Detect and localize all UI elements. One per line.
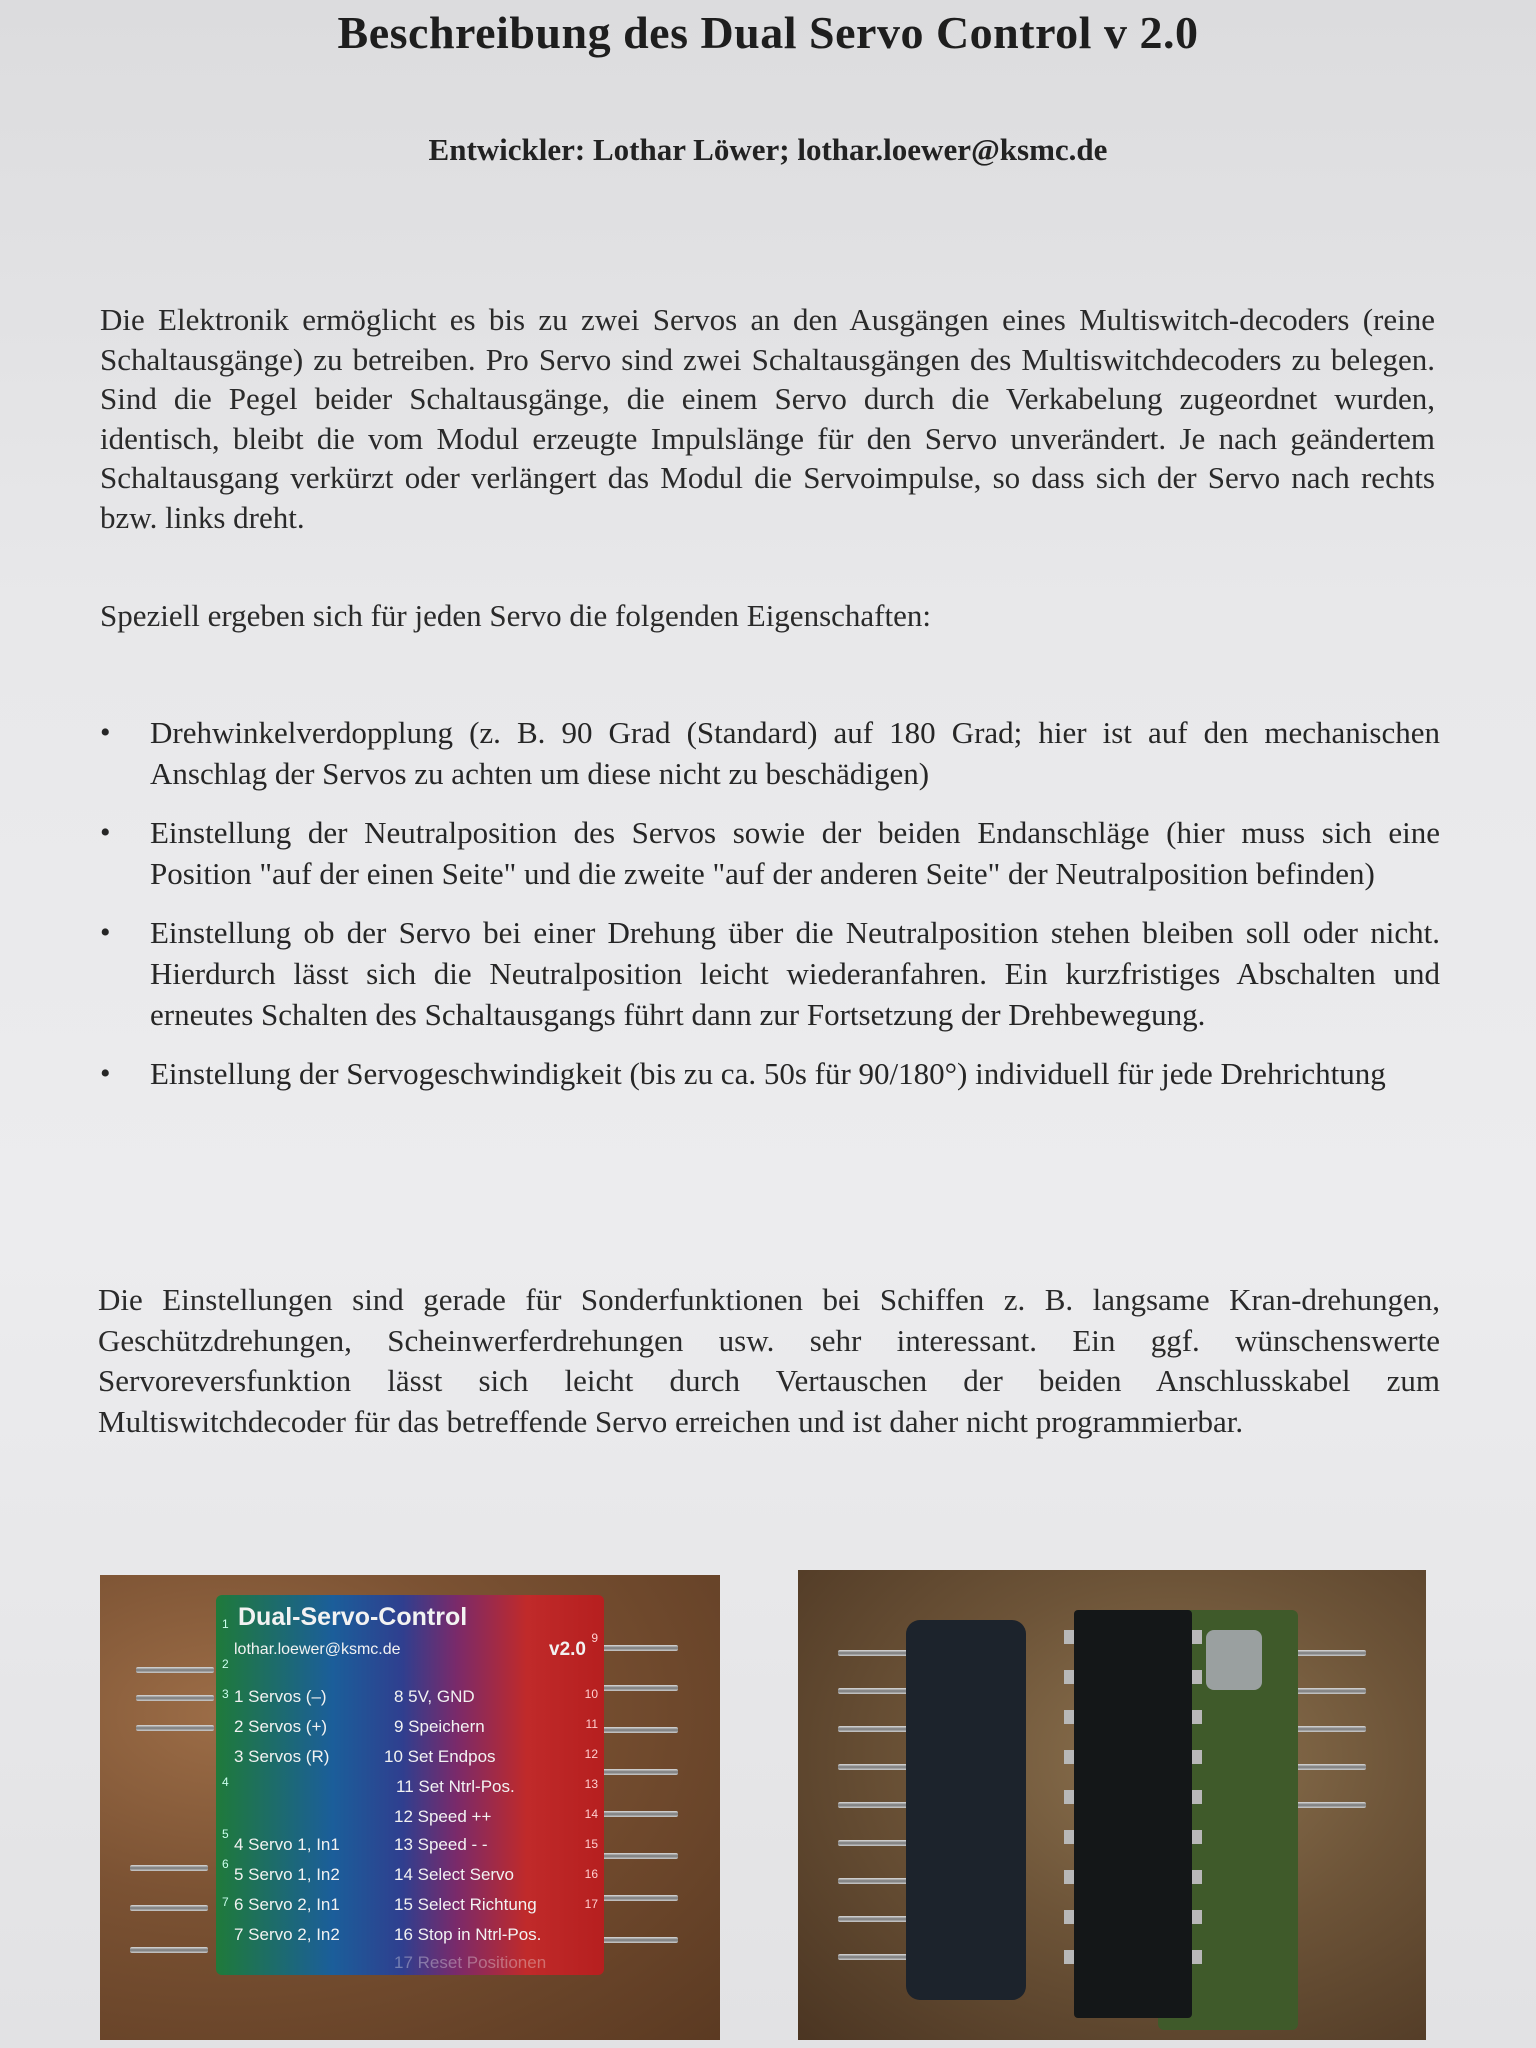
intro-paragraph: Die Elektronik ermöglicht es bis zu zwei Servos an den Ausgängen eines Multiswitch-decoders (reine Schaltausgänge) zu betreiben. Pro Servo sind zwei Schaltausgängen des Multiswitchdecoders zu belegen. Sind die Pegel beider Schaltausgänge, die einem Servo durch die Verkabelung zugeordnet wurden, identisch, bleibt die vom Modul erzeugte Impulslänge für den Servo unverändert. Je nach geändertem Schaltausgang verkürzt oder verlängert das Modul die Servoimpulse, so dass sich der Servo nach rechts bzw. links dreht.: [100, 302, 1435, 535]
pin-number: 9: [591, 1631, 598, 1645]
list-item: [100, 712, 1440, 794]
pin-number: 17: [584, 1897, 598, 1911]
pin-number: 14: [584, 1807, 598, 1821]
pin-label: 12 Speed ++: [394, 1807, 492, 1826]
pin-label: 11 Set Ntrl-Pos.: [396, 1777, 515, 1796]
list-item-text: Drehwinkelverdopplung (z. B. 90 Grad (Standard) auf 180 Grad; hier ist auf den mechanischen Anschlag der Servos zu achten um diese nicht zu beschädigen): [150, 715, 1440, 791]
pin-number: 4: [222, 1775, 229, 1789]
list-item-text: Einstellung der Servogeschwindigkeit (bis zu ca. 50s für 90/180°) individuell für jede Drehrichtung: [150, 1056, 1386, 1091]
pin-number: 2: [222, 1657, 229, 1671]
pin-number: 3: [222, 1687, 229, 1701]
pin-label: 2 Servos (+): [234, 1717, 328, 1736]
module-label-title: Dual-Servo-Control: [238, 1603, 468, 1631]
author-line: Entwickler: Lothar Löwer; lothar.loewer@ksmc.de: [428, 132, 1108, 167]
pin-label: 3 Servos (R): [234, 1747, 330, 1766]
pin-label: 13 Speed - -: [394, 1835, 488, 1854]
module-label-photo: [100, 1575, 720, 2040]
pin-label: 17 Reset Positionen: [394, 1953, 547, 1972]
pin-number: 11: [585, 1717, 598, 1731]
pin-number: 13: [584, 1777, 598, 1791]
pin-number: 5: [222, 1827, 229, 1841]
pin-number: 6: [222, 1857, 229, 1871]
pin-label: 6 Servo 2, In1: [234, 1895, 340, 1914]
feature-list: [100, 712, 1440, 1112]
pin-label: 1 Servos (–): [234, 1687, 327, 1706]
pin-label: 4 Servo 1, In1: [234, 1835, 340, 1854]
module-label-version: v2.0: [549, 1639, 586, 1660]
document-title: Beschreibung des Dual Servo Control v 2.0: [337, 7, 1199, 58]
pin-label: 9 Speichern: [394, 1717, 485, 1736]
pin-number: 1: [222, 1617, 229, 1631]
pin-number: 12: [584, 1747, 598, 1761]
list-item: [100, 912, 1440, 1035]
bullet-icon: •: [100, 1057, 111, 1090]
pin-number: 10: [584, 1687, 598, 1701]
heatshrink-wrap: [906, 1620, 1026, 2000]
pin-number: 16: [584, 1867, 598, 1881]
bullet-icon: •: [100, 716, 111, 749]
pin-label: 8 5V, GND: [394, 1687, 475, 1706]
pin-label: 10 Set Endpos: [384, 1747, 496, 1766]
capacitor: [1206, 1630, 1262, 1690]
bullet-icon: •: [100, 916, 111, 949]
pin-label: 16 Stop in Ntrl-Pos.: [394, 1925, 542, 1944]
list-item-text: Einstellung der Neutralposition des Servos sowie der beiden Endanschläge (hier muss sich eine Position "auf der einen Seite" und die zweite "auf der anderen Seite" der Neutralposition befinden): [150, 815, 1440, 891]
module-label-email: lothar.loewer@ksmc.de: [234, 1641, 401, 1658]
lead-paragraph: Speziell ergeben sich für jeden Servo die folgenden Eigenschaften:: [100, 598, 931, 633]
pin-label: 5 Servo 1, In2: [234, 1865, 340, 1884]
bullet-icon: •: [100, 816, 111, 849]
list-item-text: Einstellung ob der Servo bei einer Drehung über die Neutralposition stehen bleiben soll oder nicht. Hierdurch lässt sich die Neutralposition leicht wiederanfahren. Ein kurzfristiges Abschalten und erneutes Schalten des Schaltausgangs führt dann zur Fortsetzung der Drehbewegung.: [150, 915, 1440, 1032]
list-item: [100, 812, 1440, 894]
pin-number: 15: [584, 1837, 598, 1851]
microcontroller-chip: [1074, 1610, 1192, 2018]
pin-number: 7: [222, 1895, 229, 1909]
pin-label: 15 Select Richtung: [394, 1895, 537, 1914]
pin-label: 14 Select Servo: [394, 1865, 515, 1884]
module-label: [216, 1595, 604, 1975]
pin-label: 7 Servo 2, In2: [234, 1925, 340, 1944]
list-item: [100, 1053, 1440, 1094]
closing-paragraph: Die Einstellungen sind gerade für Sonderfunktionen bei Schiffen z. B. langsame Kran-drehungen, Geschützdrehungen, Scheinwerferdrehungen usw. sehr interessant. Ein ggf. wünschenswerte Servoreversfunktion lässt sich leicht durch Vertauschen der beiden Anschlusskabel zum Multiswitchdecoder für das betreffende Servo erreichen und ist daher nicht programmierbar.: [98, 1282, 1440, 1439]
module-chip-photo: [798, 1570, 1426, 2040]
